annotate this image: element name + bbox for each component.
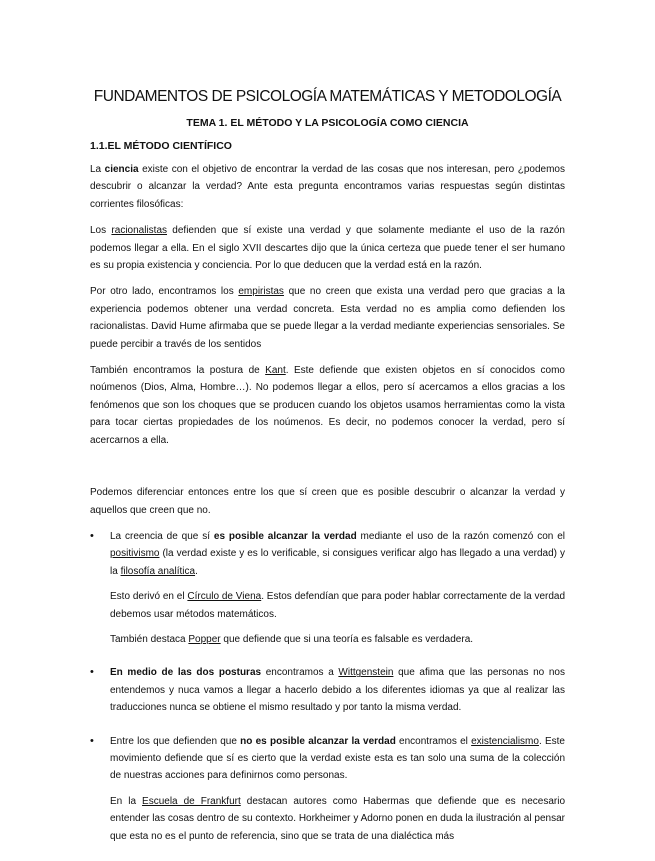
topic-subtitle: TEMA 1. EL MÉTODO Y LA PSICOLOGÍA COMO CIENCIA	[186, 117, 469, 129]
term-racionalistas: racionalistas	[111, 225, 168, 237]
term-escuela-de-frankfurt: Escuela de Frankfurt	[142, 795, 241, 807]
document-body	[90, 161, 565, 861]
paragraph-diferenciar: Podemos diferenciar entonces entre los que sí creen que es posible descubrir o alcanzar la verdad y aquellos que creen que no.	[90, 487, 565, 516]
paragraph-empiristas: Por otro lado, encontramos los empiristas que no creen que exista una verdad pero que gracias a la experiencia podemos obtener una verdad concreta. Esta verdad no es amplia como defienden los racionalistas. David Hume afirmaba que se puede llegar a la verdad mediante experiencias sensoriales. Se puede percibir a través de los sentidos	[90, 286, 565, 350]
document-title: FUNDAMENTOS DE PSICOLOGÍA MATEMÁTICAS Y METODOLOGÍA	[93, 88, 562, 105]
bullet-icon: •	[90, 734, 94, 747]
list-item: • La creencia de que sí es posible alcanzar la verdad mediante el uso de la razón comenzó con el positivismo (la verdad existe y es lo verificable, si consigues verificar algo has llegado a una verdad) y la filosofía analítica. Esto derivó en el Círculo de Viena. Estos defendían que para poder hablar correctamente de la verdad debemos usar métodos matemáticos. También destaca Popper que defiende que si una teoría es falsable es verdadera.	[90, 528, 565, 656]
section-heading: 1.1.EL MÉTODO CIENTÍFICO	[90, 140, 232, 152]
term-empiristas: empiristas	[238, 286, 284, 298]
bullet-icon: •	[90, 666, 94, 679]
paragraph-ciencia: La ciencia existe con el objetivo de encontrar la verdad de las cosas que nos interesan, pero ¿podemos descubrir o alcanzar la verdad? Ante esta pregunta encontramos varias respuestas según distintas corrientes filosóficas:	[90, 164, 565, 210]
spacer	[90, 458, 565, 484]
term-kant: Kant	[265, 365, 286, 377]
list-item: • En medio de las dos posturas encontramos a Wittgenstein que afima que las personas no nos entendemos y nuca vamos a llegar a hacerlo debido a los diferentes idiomas ya que al realizar las traducciones nunca se obtiene el mismo resultado y por tanto la misma verdad.	[90, 664, 565, 724]
term-filosofia-analitica: filosofía analítica	[120, 565, 196, 577]
paragraph-kant: También encontramos la postura de Kant. Este defiende que existen objetos en sí conocidos como noúmenos (Dios, Alma, Hombre…). No podemos llegar a ellos, pero sí acercamos a ellos gracias a los fenómenos que son los choques que se producen cuando los objetos usamos herramientas como la vista para tocar ciertas propiedades de los noúmenos. Es decir, no podemos conocer la verdad, pero sí acercarnos a ella.	[90, 365, 565, 446]
paragraph-racionalistas: Los racionalistas defienden que sí existe una verdad y que solamente mediante el uso de la razón podemos llegar a ella. En el siglo XVII descartes dijo que la única certeza que puede tener el ser humano es su propia existencia y conciencia. Por lo que deducen que la verdad está en la razón.	[90, 225, 565, 272]
term-popper: Popper	[188, 633, 221, 645]
term-positivismo: positivismo	[110, 548, 160, 560]
list-item: • Entre los que defienden que no es posible alcanzar la verdad encontramos el existencialismo. Este movimiento defiende que sí es cierto que la verdad existe esta es tan solo una suma de la colección de nuestras acciones para definirnos como personas. En la Escuela de Frankfurt destacan autores como Habermas que defiende que es necesario entender las cosas dentro de su contexto. Horkheimer y Adorno ponen en duda la ilustración al pensar que esta no es el punto de referencia, sino que se trata de una dialéctica más	[90, 733, 565, 853]
term-existencialismo: existencialismo	[471, 735, 539, 747]
term-wittgenstein: Wittgenstein	[338, 667, 394, 679]
bullet-icon: •	[90, 529, 94, 542]
term-circulo-de-viena: Círculo de Viena	[187, 591, 262, 603]
